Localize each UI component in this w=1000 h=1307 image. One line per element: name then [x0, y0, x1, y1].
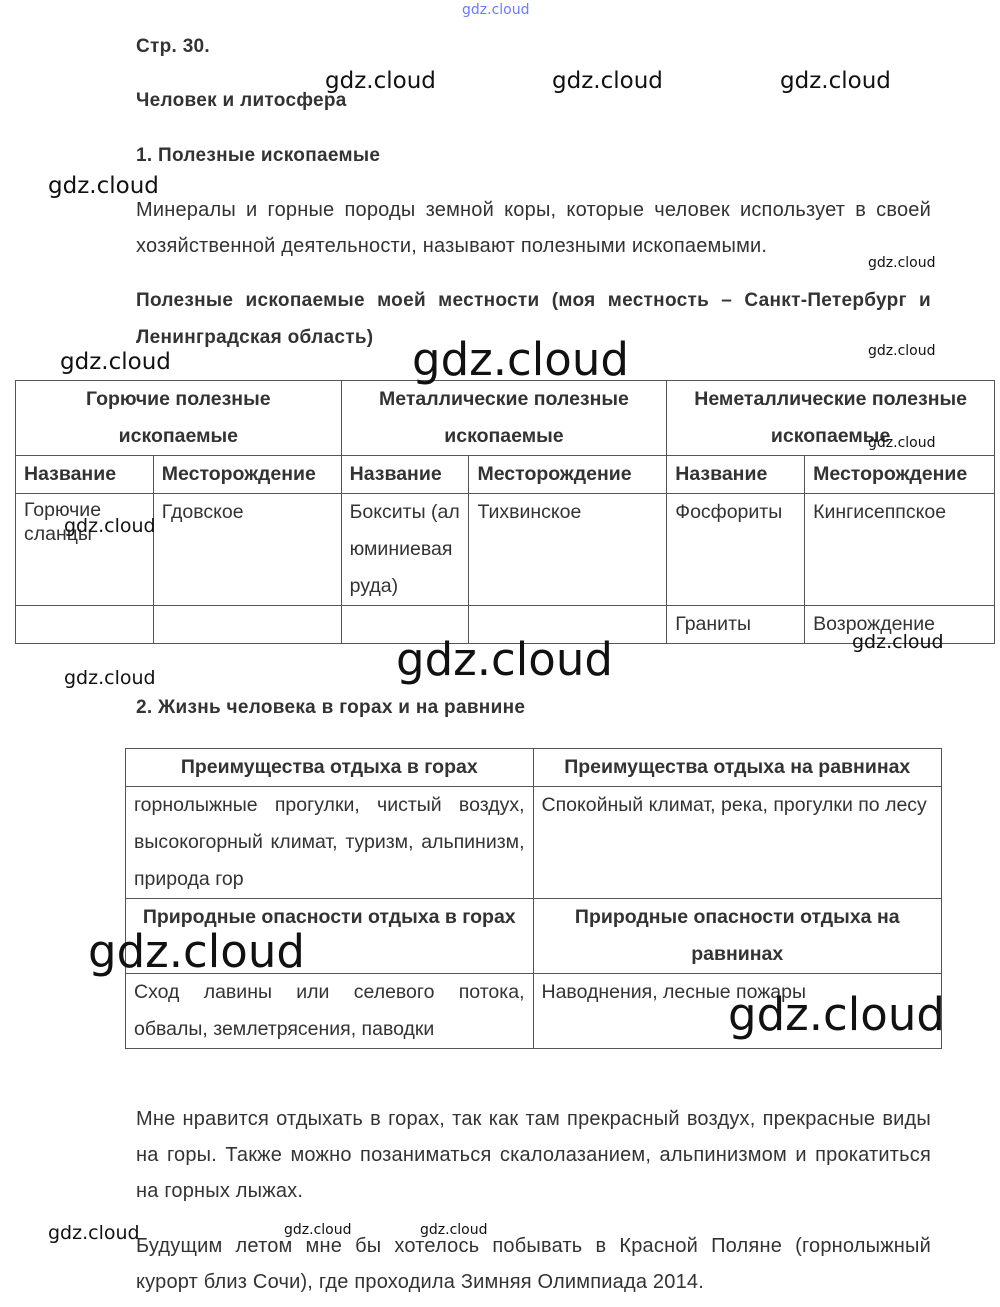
definition-text: Минералы и горные породы земной коры, которые человек использует в своей хозяйственной деятельности, называют полезными ископаемыми. — [136, 199, 931, 257]
adv-plains-header: Преимущества отдыха на равнинах — [533, 749, 942, 787]
minerals-table — [15, 380, 995, 644]
paragraph-2: Будущим летом мне бы хотелось побывать в Красной Поляне (горнолыжный курорт близ Сочи), где проходила Зимняя Олимпиада 2014. — [136, 1235, 931, 1293]
danger-mountains-header: Природные опасности отдыха в горах — [126, 899, 534, 974]
topic-title: Человек и литосфера — [136, 90, 347, 111]
group-header-nonmetal: Неметаллические полезные ископаемые — [667, 381, 995, 456]
watermark: gdz.cloud — [852, 631, 944, 653]
adv-plains-cell: Спокойный климат, река, прогулки по лесу — [533, 787, 942, 899]
table-cell: Фосфориты — [667, 494, 805, 606]
subheader-deposit: Месторождение — [469, 456, 667, 494]
watermark: gdz.cloud — [868, 343, 936, 359]
table-cell: Кингисеппское — [805, 494, 995, 606]
watermark: gdz.cloud — [284, 1222, 352, 1238]
table-cell: Граниты — [667, 606, 805, 644]
watermark: gdz.cloud — [462, 2, 530, 18]
section1-heading: 1. Полезные ископаемые — [136, 145, 381, 166]
section2-heading: 2. Жизнь человека в горах и на равнине — [136, 697, 526, 718]
watermark: gdz.cloud — [868, 255, 936, 271]
subheader-name: Название — [341, 456, 469, 494]
watermark: gdz.cloud — [780, 68, 891, 94]
table-cell: Горючие сланцы — [16, 494, 154, 606]
adv-mountains-cell: горнолыжные прогулки, чистый воздух, высокогорный климат, туризм, альпинизм, природа гор — [126, 787, 534, 899]
table-cell — [153, 606, 341, 644]
local-heading: Полезные ископаемые моей местности (моя местность – Санкт-Петербург и Ленинградская область) — [136, 290, 931, 348]
page-label: Стр. 30. — [136, 36, 211, 57]
group-header-metal: Металлические полезные ископаемые — [341, 381, 667, 456]
danger-plains-header: Природные опасности отдыха на равнинах — [533, 899, 942, 974]
watermark: gdz.cloud — [60, 349, 171, 375]
table-cell: Бокситы (алюминиевая руда) — [341, 494, 469, 606]
subheader-deposit: Месторождение — [153, 456, 341, 494]
subheader-name: Название — [16, 456, 154, 494]
table-row — [16, 494, 995, 606]
watermark: gdz.cloud — [728, 988, 945, 1041]
watermark: gdz.cloud — [88, 925, 305, 978]
danger-mountains-cell: Сход лавины или селевого потока, обвалы, землетрясения, паводки — [126, 974, 534, 1049]
watermark: gdz.cloud — [412, 333, 629, 386]
watermark: gdz.cloud — [48, 173, 159, 199]
watermark: gdz.cloud — [64, 667, 156, 689]
watermark: gdz.cloud — [64, 515, 156, 537]
table-cell: Возрождение — [805, 606, 995, 644]
paragraph-1: Мне нравится отдыхать в горах, так как там прекрасный воздух, прекрасные виды на горы. Также можно позаниматься скалолазанием, альпинизмом и прокатиться на горных лыжах. — [136, 1108, 931, 1202]
watermark: gdz.cloud — [48, 1222, 140, 1244]
watermark: gdz.cloud — [552, 68, 663, 94]
danger-plains-cell: Наводнения, лесные пожары — [533, 974, 942, 1049]
adv-mountains-header: Преимущества отдыха в горах — [126, 749, 534, 787]
watermark: gdz.cloud — [420, 1222, 488, 1238]
watermark: gdz.cloud — [325, 68, 436, 94]
table-cell: Тихвинское — [469, 494, 667, 606]
watermark: gdz.cloud — [868, 435, 936, 451]
table-cell: Гдовское — [153, 494, 341, 606]
subheader-deposit: Месторождение — [805, 456, 995, 494]
subheader-name: Название — [667, 456, 805, 494]
watermark: gdz.cloud — [396, 633, 613, 686]
table-cell — [16, 606, 154, 644]
group-header-fuel: Горючие полезные ископаемые — [16, 381, 342, 456]
